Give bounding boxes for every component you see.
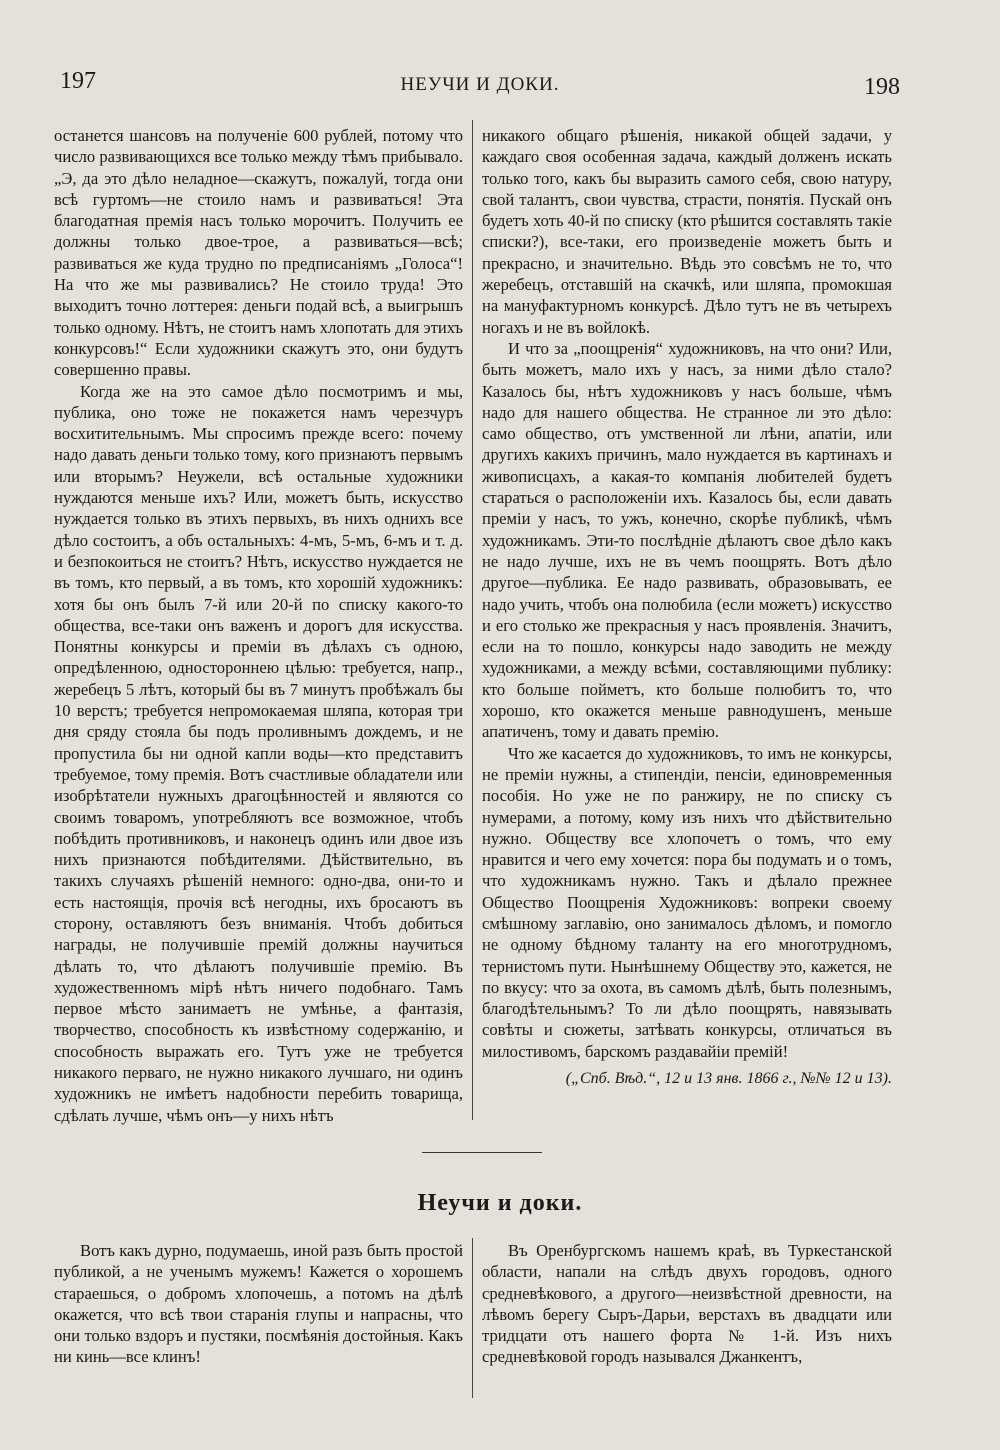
paragraph: Когда же на это самое дѣло посмотримъ и мы, публика, оно тоже не покажется намъ черезчуръ восхитительнымъ. Мы спросимъ прежде всего: почему надо давать деньги только тому, кого признаютъ первымъ или вторымъ? Неужели, всѣ остальные художники нуждаются меньше ихъ? Или, можетъ быть, искусство нуждается только въ этихъ первыхъ, въ нихъ однихъ все дѣло состоитъ, а объ остальныхъ: 4-мъ, 5-мъ, 6-мъ и т. д. и безпокоиться не стоитъ? Нѣтъ, искусство нуждается не въ томъ, кто первый, а въ томъ, кто хорошій художникъ: хотя бы онъ былъ 7-й или 20-й по списку какого-то общества, все-таки онъ важенъ и дорогъ для искусства. Понятны конкурсы и преміи въ дѣлахъ съ одною, опредѣленною, одностороннею цѣлью: требуется, напр., жеребецъ 5 лѣтъ, который бы въ 7 минутъ пробѣжалъ бы 10 верстъ; требуется непромокаемая шляпа, которая три дня сряду стояла бы подъ проливнымъ дождемъ, и не пропустила бы ни одной капли воды—кто представитъ требуемое, тому премія. Вотъ счастливые обладатели или изобрѣтатели нужныхъ драгоцѣнностей и являются со своимъ товаромъ, употребляютъ все возможное, чтобъ побѣдить противниковъ, и наконецъ одинъ или двое изъ нихъ признаются побѣдителями. Дѣйствительно, въ такихъ случаяхъ рѣшеній немного: одно-два, они-то и есть настоящія, прочія всѣ негодны, ихъ бросаютъ въ сторону, оставляютъ безъ вниманія. Чтобъ добиться награды, не получившіе премій должны научиться дѣлать то, что дѣлаютъ получившіе премію. Въ художественномъ мірѣ нѣтъ ничего подобнаго. Тамъ первое мѣсто занимаетъ не умѣнье, а фантазія, творчество, способность къ извѣстному содержанію, и способность выражать его. Тутъ уже не требуется никакого перваго, не нужно никакого лучшаго, ни одинъ художникъ не имѣетъ надобности перебить товарища, сдѣлать лучше, чѣмъ онъ—у нихъ нѣтъ [54, 381, 463, 1125]
left-column [54, 125, 463, 1126]
paragraph: Что же касается до художниковъ, то имъ не конкурсы, не преміи нужны, а стипендіи, пенсіи, единовременныя пособія. Но уже не по ранжиру, не по списку съ нумерами, а потому, кому изъ нихъ что дѣйствительно нужно. Обществу все хлопочетъ о томъ, что ему нравится и чего ему хочется: пора бы подумать и о томъ, что художникамъ нужно. Такъ и дѣлало прежнее Общество Поощренія Художниковъ: вопреки своему смѣшному заглавію, оно занималось дѣломъ, и помогло не одному бѣдному таланту на его многотрудномъ, тернистомъ пути. Нынѣшнему Обществу это, кажется, не по вкусу: что за охота, въ самомъ дѣлѣ, быть полезнымъ, благодѣтельнымъ? То ли дѣло поощрять, навязывать совѣты и сюжеты, затѣвать конкурсы, отличаться въ милостивомъ, барскомъ раздавайіи премій! [482, 743, 892, 1061]
page-number-left: 197 [60, 68, 96, 94]
paragraph: останется шансовъ на полученіе 600 рублей, потому что число развивающихся все только между тѣмъ прибывало. „Э, да это дѣло неладное—скажутъ, пожалуй, тогда они всѣ гуртомъ—не стоило намъ и развиваться! Эта благодатная премія насъ только морочитъ. Получить ее должны только двое-трое, а развиваться—всѣ; развиваться же куда трудно по предписаніямъ „Голоса“! На что же мы развивались? Не стоило труда! Это выходитъ точно лоттерея: деньги подай всѣ, а выигрышъ только одному. Нѣтъ, не стоитъ намъ хлопотать для этихъ конкурсовъ!“ Если художники скажутъ это, они будутъ совершенно правы. [54, 126, 463, 380]
page-number-right: 198 [864, 74, 900, 100]
section-title: Неучи и доки. [417, 1190, 583, 1216]
paragraph: никакого общаго рѣшенія, никакой общей задачи, у каждаго своя особенная задача, каждый долженъ искать только того, какъ бы выразить самого себя, свою натуру, свой талантъ, свои чувства, страсти, понятія. Пускай онъ будетъ хоть 40-й по списку (кто рѣшится составлять такіе списки?), все-таки, его произведеніе можетъ быть и прекрасно, и значительно. Вѣдь это совсѣмъ не то, что жеребецъ, отставшій на скачкѣ, или шляпа, промокшая на мануфактурномъ конкурсѣ. Дѣло тутъ не въ четырехъ ногахъ и не въ войлокѣ. [482, 126, 892, 337]
source-citation: („Спб. Вѣд.“, 12 и 13 янв. 1866 г., №№ 12 и 13). [565, 1070, 892, 1088]
paragraph: Вотъ какъ дурно, подумаешь, иной разъ быть простой публикой, а не ученымъ мужемъ! Кажется о хорошемъ стараешься, о добромъ хлопочешь, а потомъ на дѣлѣ окажется, что всѣ твои старанія глупы и напрасны, что они только вздоръ и пустяки, посмѣянія достойныя. Какъ ни кинь—все клинъ! [54, 1241, 463, 1367]
bottom-left-column [54, 1240, 463, 1368]
right-column [482, 125, 892, 1089]
page-header [60, 68, 900, 108]
paragraph: Въ Оренбургскомъ нашемъ краѣ, въ Туркестанской области, напали на слѣдъ двухъ городовъ, одного средневѣкового, а другого—неизвѣстной древности, на лѣвомъ берегу Сыръ-Дарьи, верстахъ въ двадцати или тридцати отъ нашего форта № 1-й. Изъ нихъ средневѣковой городъ назывался Джанкентъ, [482, 1241, 892, 1367]
bottom-right-column [482, 1240, 892, 1368]
column-divider [472, 120, 473, 1120]
running-title: НЕУЧИ И ДОКИ. [400, 74, 560, 95]
section-separator [422, 1152, 542, 1153]
column-divider-bottom [472, 1238, 473, 1398]
paragraph: И что за „поощренія“ художниковъ, на что они? Или, быть можетъ, мало ихъ у насъ, за ними дѣло стало? Казалось бы, нѣтъ художниковъ у насъ больше, чѣмъ надо для нашего общества. Не странное ли это дѣло: само общество, отъ умственной ли лѣни, апатіи, или другихъ какихъ причинъ, мало нуждается въ картинахъ и живописцахъ, а какая-то компанія любителей будетъ стараться о расположеніи ихъ. Казалось бы, если давать преміи у насъ, то ужъ, конечно, скорѣе публикѣ, чѣмъ художникамъ. Эти-то послѣдніе дѣлаютъ свое дѣло какъ не надо лучше, ихъ не въ чемъ поощрять. Вотъ дѣло другое—публика. Ее надо развивать, образовывать, ее надо учить, чтобъ она полюбила (если можетъ) искусство и его столько же прекрасныя у насъ проявленія. Значитъ, если на то пошло, конкурсы надо заводить не между художниками, а между всѣми, составляющими публику: кто больше пойметъ, кто больше полюбитъ то, что хорошо, кто окажется меньше равнодушенъ, меньше апатиченъ, тому и давать премію. [482, 338, 892, 742]
